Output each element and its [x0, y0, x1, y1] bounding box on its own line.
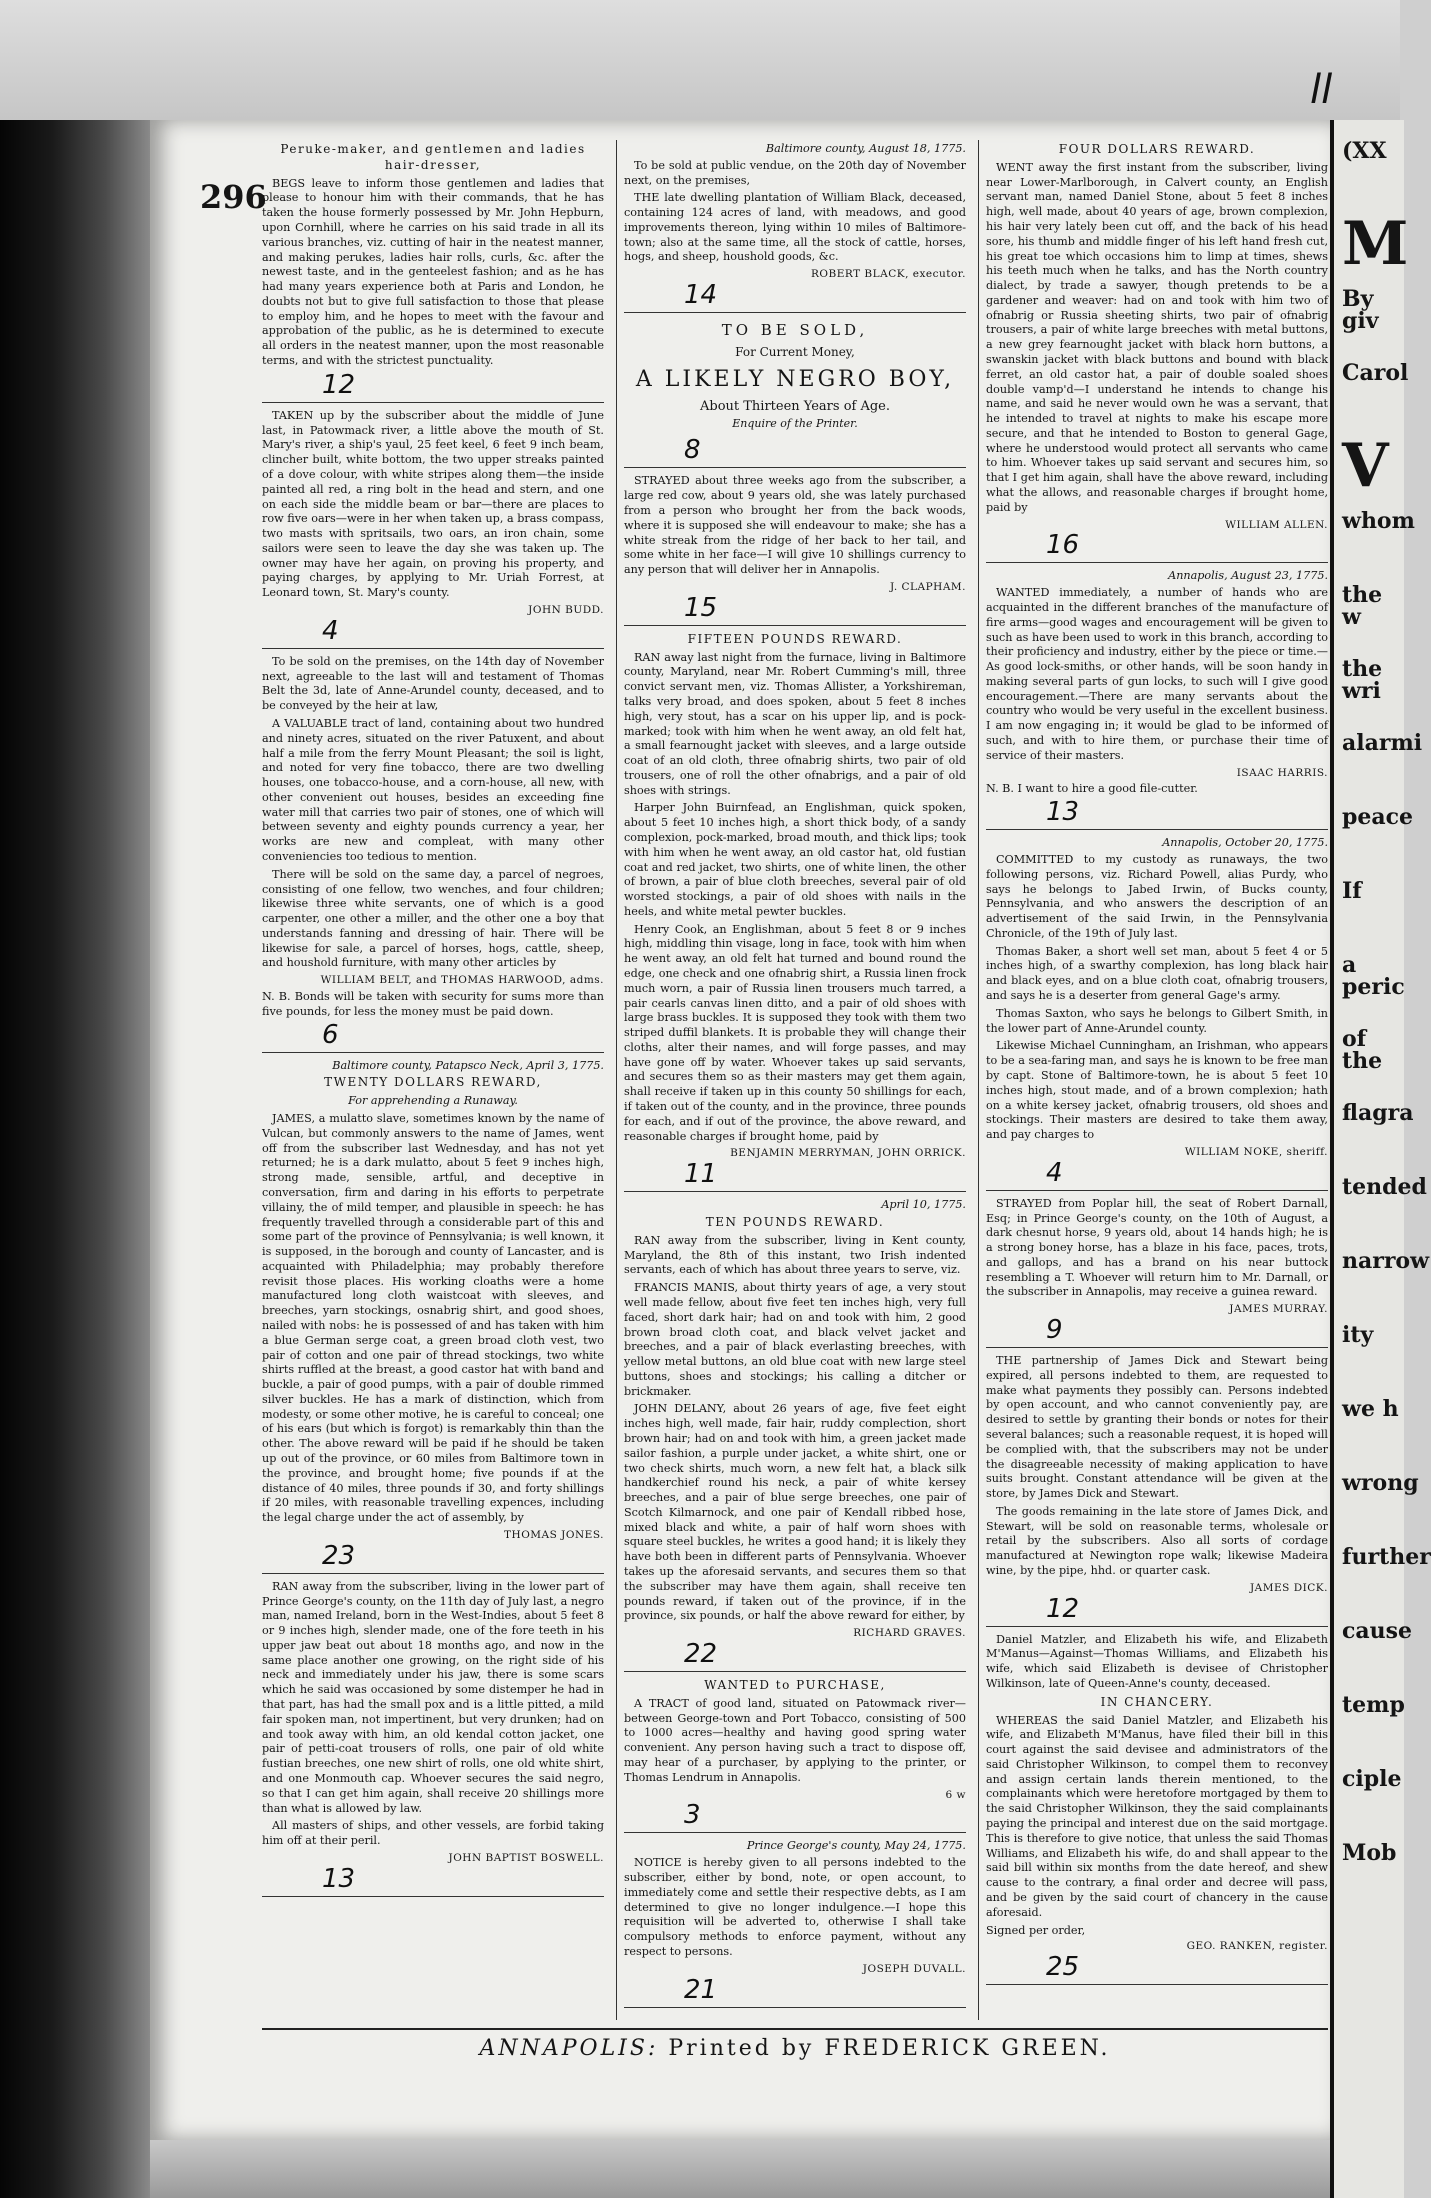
ad-paragraph: THE partnership of James Dick and Stewart being expired, all persons indebted to them, are requested to make what payments they possibly can. Persons indebted by open account, and who cannot conveniently pay, are desired to settle by granting their bonds or notes for their several balances; such a reasonable request, it is hoped will be complied with, that the subscribers may not be under the disagreeable necessity of making application to have suits brought. Constant attendance will be given at the store, by James Dick and Stewart.: [986, 1354, 1328, 1501]
ad-paragraph: Harper John Buirnfead, an Englishman, quick spoken, about 5 feet 10 inches high, a short thick body, of a sandy complexion, pock-marked, broad mouth, and thick lips; took with him when he went away, an old castor hat, old fustian coat and red jacket, two shirts, one of white linen, the other of brown, a pair of blue cloth breeches, several pair of old worsted stockings, a pair of old shoes with nails in the heels, and white metal pewter buckles.: [624, 801, 966, 918]
ad-paragraph: BEGS leave to inform those gentlemen and ladies that please to honour him with their commands, that he has taken the house formerly possessed by Mr. John Hepburn, upon Cornhill, where he carries on his said trade in all its various branches, viz. cutting of hair in the neatest manner, and making perukes, ladies hair rolls, curls, &c. after the newest taste, and in the genteelest fashion; and as he has had many years experience both at Paris and London, he doubts not but to give full satisfaction to those that please to employ him, and he hopes to meet with the favour and approbation of the public, as he is determined to execute all orders in the neatest manner, upon the most reasonable terms, and with the strictest punctuality.: [262, 176, 604, 368]
advertisement: [986, 142, 1328, 563]
facing-page-text: narrow: [1342, 1248, 1430, 1274]
advertisement: [262, 409, 604, 649]
page-bottom-edge: [150, 2140, 1330, 2198]
column-2: [624, 140, 966, 2020]
ad-paragraph: RAN away last night from the furnace, living in Baltimore county, Maryland, near Mr. Robert Cumming's mill, three convict servant men, viz. Thomas Allister, a Yorkshireman, talks very broad, and does spoken, about 5 feet 8 inches high, very stout, has a scar on his upper lip, and is pock-marked; took with him when he went away, an old felt hat, a small fearnought jacket with sleeves, and a large outside coat of an old cloth, three ofnabrig shirts, two pair of old trousers, one of roll the other ofnabrigs, and a pair of old shoes with strings.: [624, 650, 966, 797]
ad-dateline: April 10, 1775.: [881, 1198, 966, 1212]
handwritten-mark: 14: [684, 280, 718, 311]
handwritten-mark: 4: [322, 615, 339, 646]
advertisement: [986, 1633, 1328, 1986]
column-1: [262, 140, 604, 2020]
ad-signature: JAMES MURRAY.: [1229, 1303, 1328, 1316]
advertisement: [624, 632, 966, 1192]
advertisement: [624, 1678, 966, 1833]
handwritten-mark: 23: [322, 1540, 356, 1571]
ad-dateline: Baltimore county, Patapsco Neck, April 3, 1775.: [332, 1058, 604, 1072]
ad-paragraph: RAN away from the subscriber, living in the lower part of Prince George's county, on the 11th day of July last, a negro man, named Ireland, born in the West-Indies, about 5 feet 8 or 9 inches high, slender made, one of the fore teeth in his upper jaw beat out about 18 months ago, and now in the same place another one growing, on the right side of his neck and immediately under his jaw, there is some scars which he said was occasioned by some distemper he had in that part, has had the small pox and is a little pitted, a mild fair spoken man, not impertinent, but very drunken; had on and took away with him, an old kendal cotton jacket, one pair of petti-coat trousers of rolls, one pair of old white fustian breeches, one new shirt of rolls, one old white shirt, and one Monmouth cap. Whoever secures the said negro, so that I can get him again, shall receive 20 shillings more than what is allowed by law.: [262, 1579, 604, 1815]
ad-paragraph: WHEREAS the said Daniel Matzler, and Elizabeth his wife, and Elizabeth M'Manus, have filed their bill in this court against the said devisee and administrators of the said Christopher Wilkinson, to compel them to reconvey and assign certain lands therein mentioned, to the complainants which were heretofore mortgaged by them to the said Christopher Wilkinson, they the said complainants paying the principal and interest due on the said mortgage. This is therefore to give notice, that unless the said Thomas Williams, and Elizabeth his wife, do and shall appear to the said bill within six months from the date hereof, and shew cause to the contrary, a final order and decree will pass, and be given by the said court of chancery in the cause aforesaid.: [986, 1713, 1328, 1919]
ad-paragraph: FRANCIS MANIS, about thirty years of age, a very stout well made fellow, about five feet ten inches high, very full faced, short dark hair; had on and took with him, 2 good brown broad cloth coat, and black velvet jacket and breeches, and a pair of black everlasting breeches, with yellow metal buttons, an old blue coat with new large steel buttons, shoes and stockings; his calling a ditcher or brickmaker.: [624, 1281, 966, 1398]
ad-paragraph: All masters of ships, and other vessels, are forbid taking him off at their peril.: [262, 1819, 604, 1848]
ad-paragraph: A VALUABLE tract of land, containing about two hundred and ninety acres, situated on the river Patuxent, and about half a mile from the ferry Mount Pleasant; the soil is light, and noted for very fine tobacco, there are two dwelling houses, one tobacco-house, and a corn-house, all new, with other convenient out houses, besides an exceeding fine water mill that carries two pair of stones, one of which will between seventy and eighty pounds currency a year, her works are new and compleat, with many other conveniencies too tedious to mention.: [262, 716, 604, 863]
handwritten-mark: 13: [322, 1863, 356, 1894]
ad-heading: WANTED to PURCHASE,: [704, 1678, 886, 1693]
ad-trailer: 6 w: [945, 1788, 966, 1801]
advertisement: [986, 1197, 1328, 1348]
ad-signature: ISAAC HARRIS.: [1236, 766, 1328, 779]
handwritten-mark: 11: [684, 1159, 718, 1190]
ad-paragraph: Henry Cook, an Englishman, about 5 feet 8 or 9 inches high, middling thin visage, long in face, took with him when he went away, an old felt hat turned and bound round the edge, one check and one ofnabrig shirt, a Russia linen frock much worn, a pair of Russia linen trousers much tarred, a pair cearls canvas linen ditto, and a pair of old shoes with large brass buckles. It is supposed they took with them two striped duffil blankets. It is probable they will change their cloths, alter their names, and will forge passes, and may have gone off by water. Whoever takes up said servants, and secures them so as their masters may get them again, shall receive if taken up in this county 50 shillings for each, if taken out of the county, and in the province, three pounds for each, and if out of the province, the above reward, and reasonable charges if brought home, paid by: [624, 922, 966, 1143]
column-rule: [978, 140, 979, 2020]
facing-page-text: Carol: [1342, 360, 1409, 386]
ad-heading: FIFTEEN POUNDS REWARD.: [687, 631, 903, 646]
imprint-place: ANNAPOLIS:: [479, 2036, 659, 2061]
ad-title: TO BE SOLD,: [721, 321, 869, 340]
handwritten-mark: 13: [1046, 797, 1080, 828]
advertisement: [624, 1839, 966, 2007]
ad-enquiry: Enquire of the Printer.: [732, 416, 858, 430]
advertisement: [262, 1580, 604, 1897]
margin-mark: ll: [1310, 67, 1333, 113]
ad-paragraph: There will be sold on the same day, a parcel of negroes, consisting of one fellow, two wenches, and four children; likewise three white servants, one of which is a good carpenter, one other a miller, and the other one a boy that understands fanning and dressing of hair. There will be likewise for sale, a parcel of horses, hogs, cattle, sheep, and houshold furniture, with many other articles by: [262, 867, 604, 970]
advertisement: [624, 1198, 966, 1672]
ad-subtitle: For Current Money,: [735, 344, 855, 359]
advertisement: [986, 836, 1328, 1190]
advertisement: [262, 142, 604, 403]
handwritten-mark: 22: [684, 1639, 718, 1670]
advertisement: [986, 1354, 1328, 1627]
facing-page-text: alarmi: [1342, 730, 1423, 756]
ad-signature: THOMAS JONES.: [504, 1528, 604, 1541]
facing-page-text: ciple: [1342, 1766, 1402, 1792]
handwritten-mark: 3: [684, 1800, 701, 1831]
ad-paragraph: NOTICE is hereby given to all persons indebted to the subscriber, either by bond, note, or open account, to immediately come and settle their respective debts, as I am determined to give no longer indulgence.—I hope this requisition will be adverted to, otherwise I shall take compulsory methods to enforce payment, without any respect to persons.: [624, 1856, 966, 1958]
ad-paragraph: Thomas Saxton, who says he belongs to Gilbert Smith, in the lower part of Anne-Arundel county.: [986, 1006, 1328, 1035]
ad-headline: Peruke-maker, and gentlemen and ladies hair-dresser,: [280, 142, 586, 172]
handwritten-mark: 8: [684, 435, 701, 466]
advertisement: [262, 1059, 604, 1574]
imprint-printer: Printed by FREDERICK GREEN.: [668, 2036, 1111, 2061]
facing-page-text: tended: [1342, 1174, 1427, 1200]
ad-paragraph: WANTED immediately, a number of hands who are acquainted in the different branches of the manufacture of fire arms—good wages and encouragement will be given to such as have been used to work in this branch, according to their proficiency and industry, either by the piece or time.—As good lock-smiths, or other hands, will be soon handy in making several parts of gun locks, to such will I give good encouragement.—There are many servants about the country who would be very useful in the excellent business. I am now engaging in; it would be glad to be informed of such, and with to hire them, or purchase their time of service of their masters.: [986, 586, 1328, 762]
handwritten-mark: 12: [1046, 1593, 1080, 1624]
advertisement: [624, 142, 966, 313]
ad-dateline: Annapolis, October 20, 1775.: [1162, 836, 1328, 850]
ad-note: Signed per order,: [986, 1923, 1086, 1937]
facing-page-text: wrong: [1342, 1470, 1419, 1496]
ad-paragraph: To be sold on the premises, on the 14th day of November next, agreeable to the last will and testament of Thomas Belt the 3d, late of Anne-Arundel county, deceased, and to be conveyed by the heir at law,: [262, 654, 604, 713]
ad-subheading: For apprehending a Runaway.: [348, 1094, 518, 1108]
ad-signature: ROBERT BLACK, executor.: [810, 268, 966, 281]
ad-paragraph: JOHN DELANY, about 26 years of age, five feet eight inches high, well made, fair hair, ruddy complection, short brown hair; had on and took with him, a green jacket made sailor fashion, a purple under jacket, a white shirt, one or two check shirts, much worn, a new felt hat, a black silk handkerchief round his neck, a pair of white kersey breeches, and a pair of blue serge breeches, one pair of Scotch Kilmarnock, and one pair of Kendall ribbed hose, mixed black and white, a pair of half worn shoes with square steel buckles, he writes a good hand; it is likely they have both been in different parts of Pennsylvania. Whoever takes up the aforesaid servants, and secures them so that the subscriber may have them again, shall receive ten pounds reward, if taken out of the province, if in the province, six pounds, or half the above reward for either, by: [624, 1402, 966, 1623]
ad-paragraph: JAMES, a mulatto slave, sometimes known by the name of Vulcan, but commonly answers to the name of James, went off from the subscriber last Wednesday, and has not yet returned; he is a dark mulatto, about 5 feet 9 inches high, strong made, sensible, artful, and deceptive in conversation, firm and daring in his efforts to perpetrate villainy, the of mild temper, and plausible in speech: he has frequently travelled through a considerable part of this and some part of the province of Pennsylvania; is well known, it is supposed, in the borough and county of Lancaster, and is acquainted with Philadelphia; may probably therefore revisit those places. His working cloaths were a home manufactured long cloth waistcoat with sleeves, and breeches, yarn stockings, osnabrig shirt, and good shoes, nailed with nobs: he is possessed of and has taken with him a blue German serge coat, a green broad cloth vest, two pair of cotton and one pair of thread stockings, two white shirts ruffled at the breast, a good castor hat with band and buckle, a pair of good pumps, with a pair of double rimmed silver buckles. He has a mark of distinction, which from modesty, or some other motive, he is careful to conceal; one of his ears (but which is forgot) is remarkably thin than the other. The above reward will be paid if he should be taken up out of the province, or 60 miles from Baltimore town in the province, and brought home; five pounds if at the distance of 40 miles, three pounds if 30, and forty shillings if 20 miles, with reasonable travelling expences, including the legal charge under the act of assembly, by: [262, 1112, 604, 1525]
ad-dateline: Annapolis, August 23, 1775.: [1168, 569, 1328, 583]
facing-page-text: peace: [1342, 804, 1414, 830]
page-number: 296: [200, 178, 267, 216]
column-3: [986, 140, 1328, 2020]
ad-detail: About Thirteen Years of Age.: [699, 398, 891, 414]
facing-page-text: whom: [1342, 508, 1415, 534]
facing-page-text: Mob: [1342, 1840, 1397, 1866]
ad-heading: TWENTY DOLLARS REWARD,: [324, 1075, 542, 1090]
ad-note: N. B. Bonds will be taken with security for sums more than five pounds, for less the money must be paid down.: [262, 990, 604, 1018]
facing-page-text: If: [1342, 878, 1362, 904]
ad-paragraph: THE late dwelling plantation of William Black, deceased, containing 124 acres of land, with meadows, and good improvements thereon, lying within 10 miles of Baltimore-town; also at the same time, all the stock of cattle, horses, hogs, and sheep, houshold goods, &c.: [624, 191, 966, 264]
facing-page-text: M: [1342, 209, 1409, 279]
advertisement: [624, 474, 966, 625]
ad-signature: WILLIAM NOKE, sheriff.: [1184, 1145, 1328, 1158]
ad-dateline: Prince George's county, May 24, 1775.: [746, 1839, 966, 1853]
handwritten-mark: 16: [1046, 530, 1080, 561]
ad-signature: JOSEPH DUVALL.: [862, 1962, 966, 1975]
facing-page-text: the w: [1342, 582, 1383, 630]
book-binding: [0, 120, 150, 2198]
advertisement: [262, 655, 604, 1053]
page-top-edge: [0, 0, 1400, 120]
ad-signature: RICHARD GRAVES.: [853, 1627, 966, 1640]
facing-page-text: further: [1342, 1544, 1431, 1570]
ad-signature: JOHN BUDD.: [528, 603, 604, 616]
handwritten-mark: 15: [684, 592, 718, 623]
facing-page-text: cause: [1342, 1618, 1413, 1644]
facing-page-text: flagra: [1342, 1100, 1414, 1126]
facing-page-text: of the: [1342, 1026, 1383, 1074]
ad-paragraph: STRAYED about three weeks ago from the subscriber, a large red cow, about 9 years old, she was lately purchased from a person who brought her from the back woods, where it is supposed she will endeavour to make; she has a white streak from the ridge of her back to her tail, and some white in her face—I will give 10 shillings currency to any person that will deliver her in Annapolis.: [624, 474, 966, 577]
facing-page-text: the wri: [1342, 656, 1383, 704]
ad-paragraph: To be sold at public vendue, on the 20th day of November next, on the premises,: [624, 158, 966, 187]
handwritten-mark: 4: [1046, 1157, 1063, 1188]
ad-headline: A LIKELY NEGRO BOY,: [635, 366, 955, 392]
ad-signature: WILLIAM ALLEN.: [1225, 518, 1328, 531]
ad-heading: TEN POUNDS REWARD.: [705, 1215, 885, 1230]
ad-note: N. B. I want to hire a good file-cutter.: [986, 782, 1198, 796]
facing-page-fragment: [1330, 120, 1431, 2198]
ad-paragraph: COMMITTED to my custody as runaways, the two following persons, viz. Richard Powell, alias Purdy, who says he belongs to Jabed Irwin, of Bucks county, Pennsylvania, and who answers the description of an advertisement of the said Irwin, in the Pennsylvania Chronicle, of the 19th of July last.: [986, 853, 1328, 940]
facing-page-text: By giv: [1342, 286, 1379, 334]
printer-imprint: [262, 2028, 1328, 2061]
handwritten-mark: 25: [1046, 1952, 1080, 1983]
ad-heading: FOUR DOLLARS REWARD.: [1058, 142, 1256, 156]
handwritten-mark: 9: [1046, 1315, 1063, 1346]
ad-paragraph: A TRACT of good land, situated on Patowmack river—between George-town and Port Tobacco, consisting of 500 to 1000 acres—healthy and having good spring water convenient. Any person having such a tract to dispose off, may hear of a purchaser, by applying to the printer, or Thomas Lendrum in Annapolis.: [624, 1696, 966, 1784]
ad-signature: BENJAMIN MERRYMAN, JOHN ORRICK.: [730, 1147, 966, 1160]
ad-signature: JAMES DICK.: [1249, 1581, 1328, 1594]
ad-signature: GEO. RANKEN, register.: [1186, 1940, 1328, 1953]
handwritten-mark: 6: [322, 1019, 339, 1050]
ad-paragraph: The goods remaining in the late store of James Dick, and Stewart, will be sold on reasonable terms, wholesale or retail by the subscribers. Also all sorts of cordage manufactured at Newington rope walk; likewise Madeira wine, by the pipe, hhd. or quarter cask.: [986, 1504, 1328, 1577]
facing-page-text: V: [1342, 431, 1389, 501]
ad-dateline: Baltimore county, August 18, 1775.: [765, 142, 966, 155]
facing-page-text: a peric: [1342, 952, 1405, 1000]
handwritten-mark: 21: [684, 1974, 718, 2005]
advertisement: [986, 569, 1328, 830]
handwritten-mark: 12: [322, 369, 356, 400]
ad-signature: J. CLAPHAM.: [889, 580, 966, 593]
facing-page-text: (XX: [1342, 138, 1387, 164]
ad-paragraph: RAN away from the subscriber, living in Kent county, Maryland, the 8th of this instant, two Irish indented servants, each of which has about three years to serve, viz.: [624, 1233, 966, 1277]
ad-heading: IN CHANCERY.: [1100, 1694, 1214, 1709]
facing-page-text: temp: [1342, 1692, 1405, 1718]
ad-signature: JOHN BAPTIST BOSWELL.: [448, 1851, 604, 1864]
ad-paragraph: STRAYED from Poplar hill, the seat of Robert Darnall, Esq; in Prince George's county, on the 10th of August, a dark chesnut horse, 9 years old, about 14 hands high; he is a strong boney horse, has a blaze in his face, paces, trots, and gallops, and has a brand on his near buttock resembling a T. Whoever will return him to Mr. Darnall, or the subscriber in Annapolis, may receive a guinea reward.: [986, 1196, 1328, 1299]
ad-paragraph: Likewise Michael Cunningham, an Irishman, who appears to be a sea-faring man, and says he is known to be free man by capt. Stone of Baltimore-town, he is about 5 feet 10 inches high, stout made, and of a brown complexion; hath on a white kersey jacket, ofnabrig trousers, old shoes and stockings. Their masters are desired to take them away, and pay charges to: [986, 1039, 1328, 1142]
ad-paragraph: Daniel Matzler, and Elizabeth his wife, and Elizabeth M'Manus—Against—Thomas Williams, and Elizabeth his wife, which said Elizabeth is devisee of Christopher Wilkinson, late of Queen-Anne's county, deceased.: [986, 1632, 1328, 1690]
facing-page-text: we h: [1342, 1396, 1399, 1422]
ad-paragraph: Thomas Baker, a short well set man, about 5 feet 4 or 5 inches high, of a swarthy complexion, has long black hair and black eyes, and on a blue cloth coat, ofnabrig trousers, and says he is a deserter from general Gage's army.: [986, 944, 1328, 1003]
facing-page-text: ity: [1342, 1322, 1374, 1348]
advertisement: [624, 321, 966, 468]
ad-paragraph: TAKEN up by the subscriber about the middle of June last, in Patowmack river, a little above the mouth of St. Mary's river, a ship's yaul, 25 feet keel, 6 feet 9 inch beam, clincher built, white bottom, the two upper streaks painted of a dove colour, with white stripes along them—the inside painted all red, a ring bolt in the head and stern, and one on each side the middle beam or bar—there are places to row five oars—were in her when taken up, a brass compass, two masts with spritsails, two oars, an iron chain, some sailors were seen to leave the day she was taken up. The owner may have her again, on proving his property, and paying charges, by applying to Mr. Uriah Forrest, at Leonard town, St. Mary's county.: [262, 408, 604, 600]
column-rule: [616, 140, 617, 2020]
ad-paragraph: WENT away the first instant from the subscriber, living near Lower-Marlborough, in Calvert county, an English servant man, named Daniel Stone, about 5 feet 8 inches high, well made, about 40 years of age, brown complexion, his hair very lately been cut off, and the back of his head sore, his thumb and middle finger of his left hand fresh cut, his great toe which occasions him to limp at times, shews his teeth much when he talks, and has the North country dialect, by trade a sawyer, though pretends to be a gardener and weaver: had on and took with him two of ofnabrig or Russia sheeting shirts, two pair of ofnabrig trousers, a pair of white large breeches with metal buttons, a new grey fearnought jacket with black horn buttons, a swanskin jacket with black buttons and bound with black ferret, an old castor hat, a pair of double soaled shoes double vamp'd—I understand he intends to change his name, and said he never would own he was a servant, that he intended to travel at nights to make his escape more secure, and that he intended to Boston to general Gage, where he understood would protect all servants who came to him. Whoever takes up said servant and secures him, so that I get him again, shall have the above reward, including what the allows, and reasonable charges if brought home, paid by: [986, 160, 1328, 514]
ad-signature: WILLIAM BELT, and THOMAS HARWOOD, adms.: [320, 974, 604, 987]
